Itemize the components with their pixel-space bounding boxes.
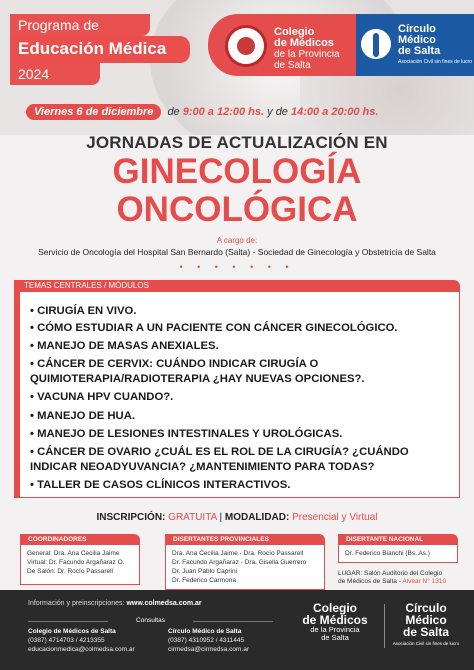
footer-contact-circulo: Círculo Médico de Salta (0387) 4310952 / 4311445 cirmedsa@cirmedsa.com.ar	[168, 628, 250, 653]
topic-item: • CÁNCER DE OVARIO ¿CUÁL ES EL ROL DE LA CIRUGÍA? ¿CUÁNDO	[30, 446, 409, 458]
circulo-logo: Círculo Médico de Salta Asociación Civil sin fines de lucro	[356, 14, 474, 76]
separator-dots: • • • • • • •	[179, 262, 295, 272]
lugar-text: LUGAR: Salón Auditorio del Colegio de Médicos de Salta - Alvear N° 1310	[338, 570, 447, 585]
topic-item: • CIRUGÍA EN VIVO.	[30, 305, 137, 317]
date-bar	[26, 104, 378, 120]
footer	[0, 590, 474, 670]
inscripcion-line: INSCRIPCIÓN: GRATUITA | MODALIDAD: Presencial y Virtual	[96, 512, 378, 523]
topic-item: • TALLER DE CASOS CLÍNICOS INTERACTIVOS.	[30, 479, 291, 491]
footer-colegio-logo: Colegio de Médicos de la Provincia de Salta	[302, 601, 368, 642]
topic-item: • MANEJO DE MASAS ANEXIALES.	[30, 340, 219, 352]
email-circulo[interactable]: cirmedsa@cirmedsa.com.ar	[168, 646, 250, 653]
colegio-seal-icon	[225, 25, 267, 67]
caduceus-icon	[358, 26, 394, 62]
programa-line2: Educación Médica	[18, 39, 167, 58]
disertantes-provinciales-box: Dra. Ana Cecilia Jaime - Dra. Rocío Passarell Dr. Facundo Argañaraz - Dra. Gisella Guerrero Dr. Juan Pablo Caprini Dr. Federico Carmona	[165, 545, 325, 590]
topic-item: • MANEJO DE LESIONES INTESTINALES Y UROLÓGICAS.	[30, 428, 343, 440]
title-main-2: ONCOLÓGICA	[116, 190, 358, 229]
footer-info: Información y preinscripciones: www.colmedsa.com.ar	[28, 600, 202, 607]
footer-circulo-logo: Círculo Médico de Salta Asociación Civil sin fines de lucro	[392, 601, 460, 646]
coordinadores-box: General: Dra. Ana Cecilia Jaime Virtual: Dr. Facundo Argañaraz O. De Salón: Dr. Rocío Passarell	[20, 545, 140, 585]
temas-header: TEMAS CENTRALES / MÓDULOS	[14, 280, 460, 292]
date-times: de 9:00 a 12:00 hs. y de 14:00 a 20:00 hs.	[167, 106, 379, 118]
topic-item: • CÓMO ESTUDIAR A UN PACIENTE CON CÁNCER GINECOLÓGICO.	[30, 322, 398, 334]
disertantes-provinciales-header: DISERTANTES PROVINCIALES	[165, 534, 325, 545]
website-link[interactable]: www.colmedsa.com.ar	[126, 600, 202, 607]
programa-line1: Programa de	[18, 17, 99, 33]
disertante-nacional-box: Dr. Federico Bianchi (Bs. As.)	[338, 545, 458, 563]
coordinadores-header: COORDINADORES	[20, 534, 140, 545]
footer-contact-colegio: Colegio de Médicos de Salta (0387) 4714703 / 4213355 educacionmedica@colmedsa.com.ar	[28, 628, 135, 653]
title-main-1: GINECOLOGÍA	[112, 152, 362, 191]
topic-item: INDICAR NEOADYUVANCIA? ¿MANTENIMIENTO PARA TODAS?	[30, 461, 375, 473]
footer-divider	[384, 604, 385, 648]
topic-item: • MANEJO DE HUA.	[30, 410, 136, 422]
topic-item: • CÁNCER DE CERVIX: CUÁNDO INDICAR CIRUGÍA O	[30, 358, 319, 370]
date-day: Viernes 6 de diciembre	[26, 104, 161, 120]
cargo-label: A cargo de:	[216, 236, 258, 245]
temas-side-bar	[14, 292, 20, 498]
disertante-nacional-header: DISERTANTE NACIONAL	[338, 534, 458, 545]
cargo-text: Servicio de Oncología del Hospital San Bernardo (Salta) - Sociedad de Ginecología y Obstetricia de Salta	[38, 247, 436, 257]
email-colegio[interactable]: educacionmedica@colmedsa.com.ar	[28, 646, 135, 653]
topic-item: • VACUNA HPV CUANDO?.	[30, 391, 174, 403]
footer-consultas: Consultas	[28, 617, 273, 624]
title-subtitle: JORNADAS DE ACTUALIZACIÓN EN	[86, 133, 388, 152]
programa-year: 2024	[18, 66, 50, 82]
colegio-logo: Colegio de Médicos de la Provincia de Salta	[208, 14, 356, 76]
topic-item: QUIMIOTERAPIA/RADIOTERAPIA ¿HAY NUEVAS OPCIONES?.	[30, 373, 365, 385]
